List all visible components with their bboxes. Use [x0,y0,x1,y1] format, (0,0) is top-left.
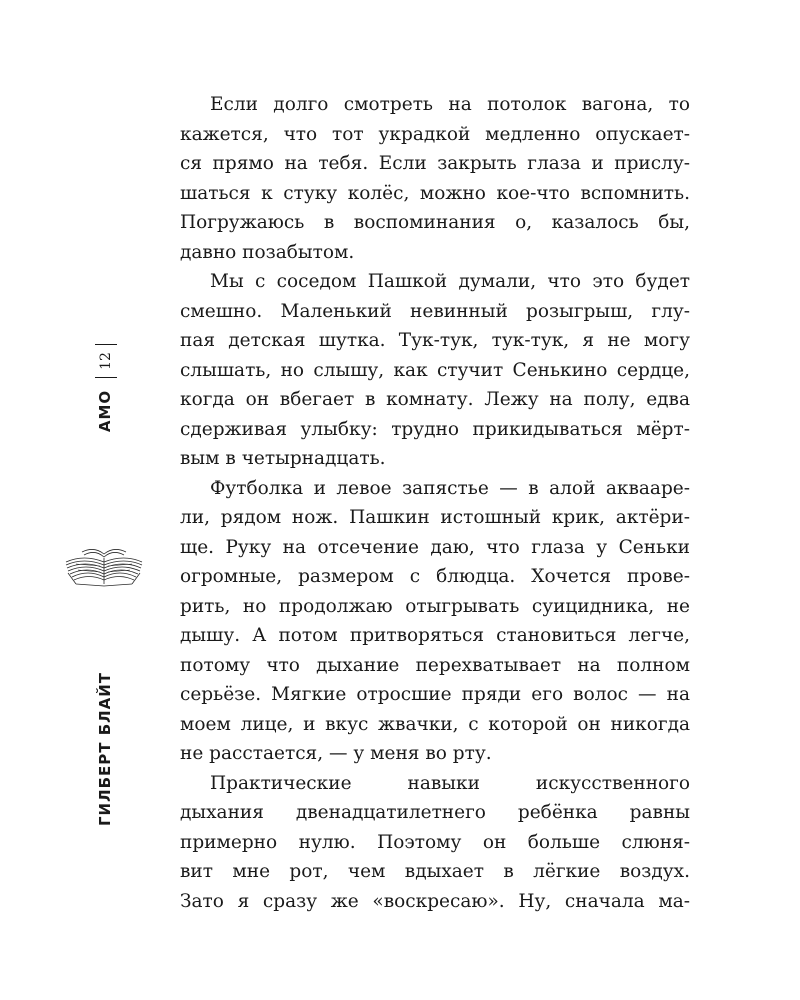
running-author: ГИЛБЕРТ БЛАЙТ [96,672,114,826]
text-line: ли, рядом нож. Пашкин истошный крик, актёри- [180,507,690,528]
text-line: ся прямо на тебя. Если закрыть глаза и прислу- [180,153,690,174]
open-book-icon [62,540,146,590]
text-line: потому что дыхание перехватывает на полном [180,654,690,676]
text-line: шаться к стуку колёс, можно кое-что вспомнить. [180,182,690,204]
text-line: давно позабытом. [180,241,355,263]
text-line: дышу. А потом притворяться становиться легче, [180,625,690,646]
text-line: кажется, что тот украдкой медленно опускает- [180,123,690,145]
text-line: вым в четырнадцать. [180,448,386,469]
text-line: моем лице, и вкус жвачки, с которой он никогда [180,713,690,735]
text-line: рить, но продолжаю отыгрывать суицидника, не [180,595,690,617]
text-line: смешно. Маленький невинный розыгрыш, глу- [180,300,690,322]
page-number: 12 [95,344,117,378]
text-line: ще. Руку на отсечение даю, что глаза у Сеньки [180,536,690,558]
text-line: слышать, но слышу, как стучит Сенькино сердце, [180,359,690,381]
text-line: вит мне рот, чем вдыхает в лёгкие воздух. [180,861,690,882]
text-line: Зато я сразу же «воскресаю». Ну, сначала ма- [180,890,690,912]
text-line: когда он вбегает в комнату. Лежу на полу, едва [180,389,690,410]
running-title: АМО [96,389,114,433]
text-line: Погружаюсь в воспоминания о, казалось бы, [180,212,690,233]
text-line: сдерживая улыбку: трудно прикидываться мёрт- [180,418,690,440]
text-line: Если долго смотреть на потолок вагона, то [210,94,690,115]
text-line: огромные, размером с блюдца. Хочется прове- [180,566,690,587]
text-line: не расстается, — у меня во рту. [180,743,492,764]
text-line: серьёзе. Мягкие отросшие пряди его волос — на [180,684,690,705]
text-line: пая детская шутка. Тук-тук, тук-тук, я не могу [180,330,690,351]
text-line: Мы с соседом Пашкой думали, что это будет [210,271,690,292]
text-line: примерно нулю. Поэтому он больше слюня- [180,831,690,853]
text-line: Футболка и левое запястье — в алой аквааре- [210,477,690,499]
text-line: дыхания двенадцатилетнего ребёнка равны [180,802,690,823]
text-line: Практические навыки искусственного [210,772,690,794]
body-text [180,90,690,916]
